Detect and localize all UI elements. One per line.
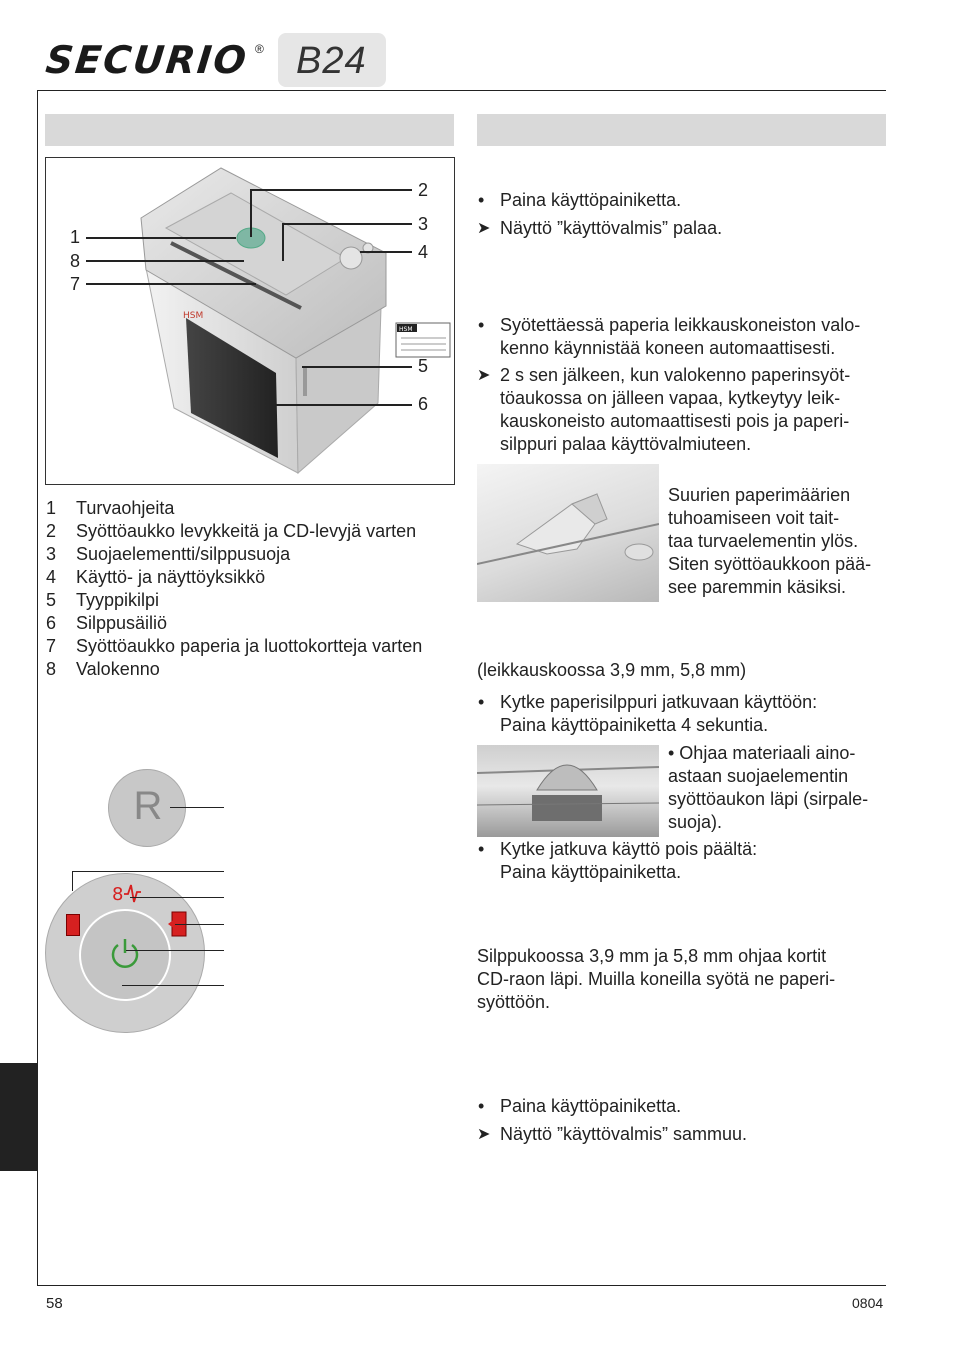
brand-logo: SECURIO	[43, 38, 251, 82]
continuous-line: Kytke paperisilppuri jatkuvaan käyttöön:	[500, 692, 818, 712]
power-off-result: Näyttö ”käyttövalmis” sammuu.	[500, 1124, 748, 1144]
callout-3: 3	[418, 214, 429, 234]
paper-jam-icon	[112, 882, 142, 904]
safety-guard-photo	[477, 464, 659, 602]
legend-item: 2 Syöttöaukko levykkeitä ja CD-levyjä varten	[46, 521, 417, 541]
reverse-leader	[170, 807, 224, 808]
result-arrow: ➤	[477, 367, 491, 384]
callout-2: 2	[418, 180, 429, 200]
svg-text:8: 8	[112, 884, 124, 904]
bullet-dot: •	[478, 692, 485, 712]
guard-text: see paremmin käsiksi.	[668, 577, 847, 597]
power-off-instruction: Paina käyttöpainiketta.	[500, 1096, 682, 1116]
leader-2-drop	[250, 189, 252, 237]
callout-4: 4	[418, 242, 429, 262]
legend-item: 4 Käyttö- ja näyttöyksikkö	[46, 567, 266, 587]
callout-5: 5	[418, 356, 429, 376]
leader-3	[282, 223, 412, 225]
panel-leader-5	[122, 985, 224, 986]
chapter-tab	[0, 1063, 37, 1171]
leader-6	[275, 404, 412, 406]
auto-result-line: töaukossa on jälleen vapaa, kytkeytyy leik-	[500, 388, 841, 408]
document-code: 0804	[852, 1295, 884, 1311]
panel-leader-1-drop	[72, 871, 73, 891]
auto-line: Syötettäessä paperia leikkauskoneiston valo-	[500, 315, 861, 335]
guard-text: taa turvaelementin ylös.	[668, 531, 859, 551]
hsm-label: HSM	[183, 311, 204, 321]
power-icon	[108, 936, 142, 970]
callout-7: 7	[70, 274, 81, 294]
callout-1: 1	[70, 227, 81, 247]
cards-line: Silppukoossa 3,9 mm ja 5,8 mm ohjaa kortit	[477, 946, 827, 966]
bin-full-icon	[66, 914, 80, 936]
legend-item: 8 Valokenno	[46, 659, 160, 679]
top-rule	[37, 90, 886, 91]
guard-text: Siten syöttöaukkoon pää-	[668, 554, 872, 574]
leader-4	[360, 251, 412, 253]
bullet-dot: •	[478, 315, 485, 335]
reverse-button-illustration	[108, 769, 186, 847]
continuous-off-line: Paina käyttöpainiketta.	[500, 862, 682, 882]
legend-item: 5 Tyyppikilpi	[46, 590, 160, 610]
registered-mark: ®	[255, 42, 264, 56]
guard-text: tuhoamiseen voit tait-	[668, 508, 840, 528]
panel-leader-3	[175, 924, 224, 925]
leader-3-drop	[282, 223, 284, 261]
legend-item: 3 Suojaelementti/silppusuoja	[46, 544, 291, 564]
model-name: B24	[296, 40, 367, 82]
continuous-off-line: Kytke jatkuva käyttö pois päältä:	[500, 839, 758, 859]
result-arrow: ➤	[477, 1126, 491, 1143]
shard-guard-photo	[477, 745, 659, 837]
guide-text: astaan suojaelementin	[668, 766, 849, 786]
legend-item: 7 Syöttöaukko paperia ja luottokortteja varten	[46, 636, 423, 656]
leader-5	[302, 366, 412, 368]
leader-2	[250, 189, 412, 191]
panel-leader-1	[72, 871, 224, 872]
legend-item: 1 Turvaohjeita	[46, 498, 175, 518]
panel-leader-4	[126, 950, 224, 951]
page-number: 58	[46, 1295, 63, 1312]
auto-line: kenno käynnistää koneen automaattisesti.	[500, 338, 836, 358]
left-rule	[37, 90, 38, 1286]
continuous-note: (leikkauskoossa 3,9 mm, 5,8 mm)	[477, 660, 747, 680]
guide-text: • Ohjaa materiaali aino-	[668, 743, 856, 763]
auto-result-line: silppuri palaa käyttövalmiuteen.	[500, 434, 752, 454]
legend-item: 6 Silppusäiliö	[46, 613, 168, 633]
guide-text: suoja).	[668, 812, 723, 832]
bullet-dot: •	[478, 1096, 485, 1116]
power-on-instruction: Paina käyttöpainiketta.	[500, 190, 682, 210]
shard-guard-drawing	[477, 745, 659, 837]
leader-8	[86, 260, 244, 262]
callout-6: 6	[418, 394, 429, 414]
cards-line: syöttöön.	[477, 992, 551, 1012]
section-heading-bar-left	[45, 114, 454, 146]
safety-guard-drawing	[477, 464, 659, 602]
cards-line: CD-raon läpi. Muilla koneilla syötä ne paperi-	[477, 969, 836, 989]
bullet-dot: •	[478, 190, 485, 210]
guard-text: Suurien paperimäärien	[668, 485, 851, 505]
result-arrow: ➤	[477, 220, 491, 237]
panel-leader-2	[130, 897, 224, 898]
auto-result-line: kauskoneisto automaattisesti pois ja paperi-	[500, 411, 850, 431]
section-heading-bar-right	[477, 114, 886, 146]
callout-8: 8	[70, 251, 81, 271]
leader-7	[86, 283, 256, 285]
continuous-line: Paina käyttöpainiketta 4 sekuntia.	[500, 715, 769, 735]
guide-text: syöttöaukon läpi (sirpale-	[668, 789, 869, 809]
type-plate-brand: HSM	[399, 326, 413, 333]
power-on-result: Näyttö ”käyttövalmis” palaa.	[500, 218, 723, 238]
bullet-dot: •	[478, 839, 485, 859]
reverse-letter: R	[133, 784, 163, 828]
bottom-rule	[37, 1285, 886, 1286]
auto-result-line: 2 s sen jälkeen, kun valokenno paperinsyöt-	[500, 365, 851, 385]
leader-1	[86, 237, 236, 239]
